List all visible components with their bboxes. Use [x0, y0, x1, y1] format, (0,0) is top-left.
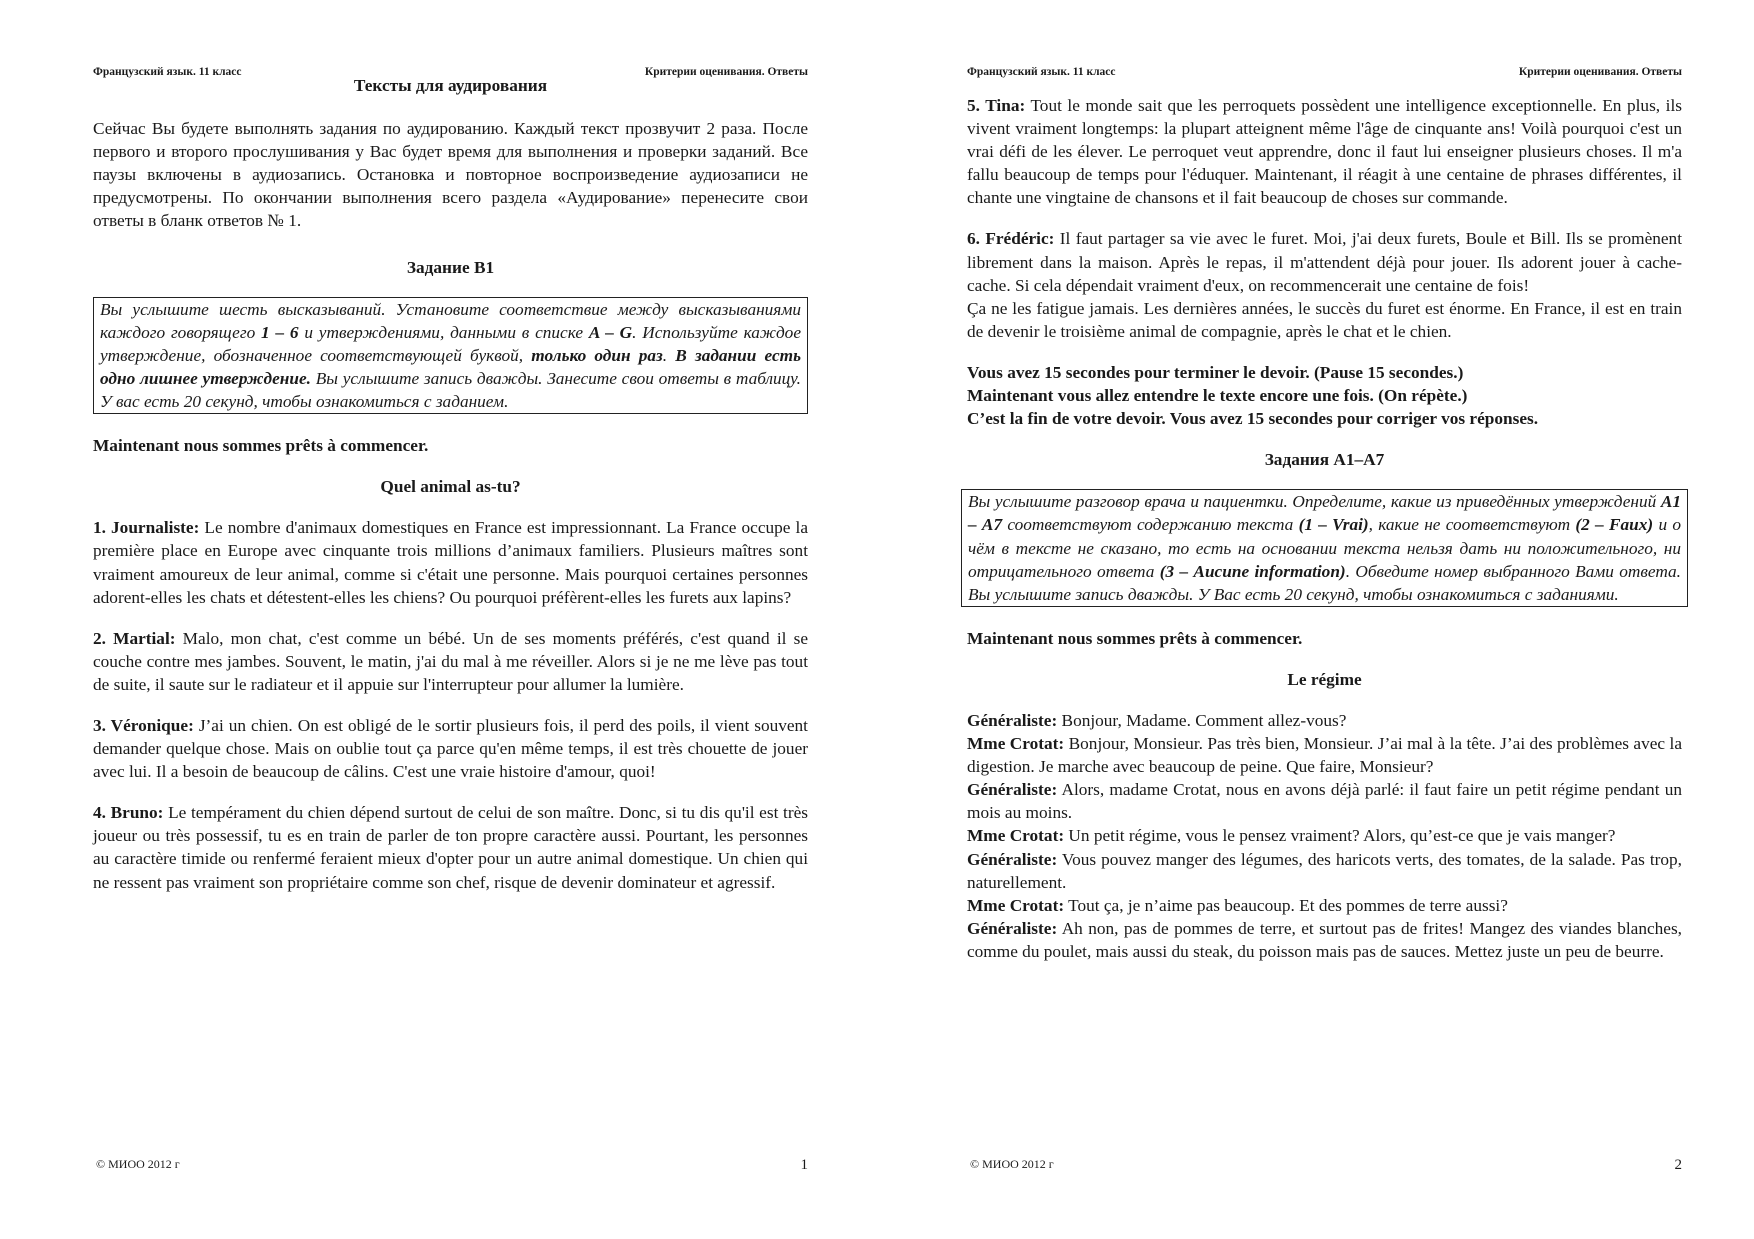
- dialogue-line: [967, 894, 1682, 917]
- copyright: © МИОО 2012 г: [970, 1157, 1054, 1171]
- instr-bold: (2 – Faux): [1575, 515, 1654, 535]
- instr-text: Вы услышите запись дважды. Занесите свои ответы в таблицу. У вас есть 20 секунд, чтобы ознакомиться с заданием.: [100, 368, 801, 412]
- instr-text: , какие не соответствуют: [1368, 515, 1576, 535]
- header-subject: Французский язык. 11 класс: [967, 66, 1116, 78]
- speaker-name: 6. Frédéric:: [967, 229, 1055, 249]
- speaker-text: Le tempérament du chien dépend surtout de celui de son maître. Donc, si tu dis qu'il est très joueur ou très possessif, tu es en train de parler de ton propre caractère aussi. Pourtant, les personnes au caractère timide ou renfermé feraient mieux d'opter pour un autre animal domestique. Un chien qui ne ressent pas vraiment son propriétaire comme son chef, risque de devenir dominateur et agressif.: [93, 803, 808, 892]
- dialogue-line: [967, 824, 1682, 847]
- header-section: Критерии оценивания. Ответы: [644, 66, 808, 78]
- intro-paragraph: Сейчас Вы будете выполнять задания по аудированию. Каждый текст прозвучит 2 раза. После первого и второго прослушивания у Вас будет время для выполнения и проверки заданий. Все паузы включены в аудиозапись. Остановка и повторное воспроизведение аудиозаписи не предусмотрены. По окончании выполнения всего раздела «Аудирование» перенесите свои ответы в бланк ответов № 1.: [93, 119, 808, 231]
- instr-bold: В задании есть одно лишнее утверждение.: [100, 345, 801, 388]
- task-instructions-box: [961, 489, 1688, 606]
- instr-bold: A – G: [588, 322, 633, 342]
- speaker-text: J’ai un chien. On est obligé de le sortir plusieurs fois, il perd des poils, il vient souvent demander quelque chose. Mais on oublie tout ça parce qu'en même temps, il est très chouette de jouer avec lui. Il a besoin de beaucoup de câlins. C'est une vraie histoire d'amour, quoi!: [93, 715, 808, 782]
- speaker-text: Malo, mon chat, c'est comme un bébé. Un de ses moments préférés, c'est quand il se couche contre mes jambes. Souvent, le matin, j'ai du mal à me réveiller. Alors si je ne me lève pas tout de suite, il saute sur le radiateur et il appuie sur l'interrupteur pour allumer la lumière.: [93, 628, 809, 694]
- closing-line: C’est la fin de votre devoir. Vous avez 15 secondes pour corriger vos réponses.: [967, 409, 1539, 429]
- start-line: Maintenant nous sommes prêts à commencer.: [93, 436, 429, 456]
- speaker-paragraph: [93, 714, 808, 783]
- speaker-paragraph: [93, 516, 808, 608]
- dialogue-line: [967, 917, 1682, 963]
- speaker-text: Ah non, pas de pommes de terre, et surtout pas de frites! Mangez des viandes blanches, comme du poulet, mais aussi du steak, du poisson mais pas de sauces. Mettez juste un peu de beurre.: [967, 918, 1682, 961]
- speaker-name: 1. Journaliste:: [93, 518, 200, 538]
- speaker-name: Généraliste:: [967, 849, 1058, 869]
- speaker-paragraph: [93, 801, 808, 893]
- speaker-paragraph: [93, 627, 808, 696]
- speaker-text: Vous pouvez manger des légumes, des haricots verts, des tomates, de la salade. Pas trop, naturellement.: [967, 849, 1682, 892]
- dialogue-line: [967, 709, 1682, 732]
- copyright: © МИОО 2012 г: [96, 1157, 180, 1171]
- speaker-text: Un petit régime, vous le pensez vraiment? Alors, qu’est-ce que je vais manger?: [1064, 826, 1616, 846]
- task-title: Задания А1–А7: [1264, 450, 1385, 470]
- page-title: Тексты для аудирования: [353, 76, 548, 95]
- speaker-paragraph: [967, 227, 1682, 296]
- speaker-text: Il faut partager sa vie avec le furet. Moi, j'ai deux furets, Boule et Bill. Ils se promènent librement dans la maison. Après le repas, il m'attendent déjà pour jouer. Ils adorent jouer à cache-cache. Si cela dépendait vraiment d'eux, on recommencerait une centaine de fois!: [967, 229, 1682, 295]
- task-title: Задание В1: [406, 257, 495, 277]
- speaker-text: Le nombre d'animaux domestiques en France est impressionnant. La France occupe la première place en Europe avec cinquante trois millions d’animaux familiers. Plusieurs maîtres sont vraiment amoureux de leur animal, comme si c'était une personne. Mais pourquoi certaines personnes adorent-elles les chats et détestent-elles les chiens? Ou pourquoi préfèrent-elles les furets aux lapins?: [93, 518, 808, 607]
- header-subject: Французский язык. 11 класс: [93, 66, 242, 78]
- speaker-name: 5. Tina:: [967, 96, 1026, 115]
- dialogue-line: [967, 732, 1682, 778]
- task-instructions-box: [93, 297, 808, 414]
- instr-bold: (1 – Vrai): [1298, 515, 1369, 535]
- instr-text: Вы услышите шесть высказываний. Установите соответствие между высказываниями каждого говорящего: [100, 299, 801, 342]
- instr-text: .: [662, 345, 676, 365]
- page-number: 1: [800, 1157, 808, 1173]
- speaker-name: Généraliste:: [967, 918, 1058, 938]
- speaker-text: Tout le monde sait que les perroquets possèdent une intelligence exceptionnelle. En plus, ils vivent vraiment longtemps: la plupart atteignent même l'âge de cinquante ans! Voilà pourquoi c'est un vrai défi de les élever. Le perroquet veut apprendre, donc il faut lui enseigner plusieurs choses. Il m'a fallu beaucoup de temps pour l'éduquer. Maintenant, il réagit à une centaine de phrases différentes, il chante une vingtaine de chansons et il fait beaucoup de choses sur commande.: [967, 96, 1682, 208]
- closing-line: Vous avez 15 secondes pour terminer le devoir. (Pause 15 secondes.): [967, 362, 1464, 382]
- speaker-name: Généraliste:: [967, 710, 1058, 730]
- speaker-text: Bonjour, Monsieur. Pas très bien, Monsieur. J’ai mal à la tête. J’ai des problèmes avec la digestion. Je marche avec beaucoup de peine. Que faire, Monsieur?: [967, 734, 1682, 777]
- speaker-text: Alors, madame Crotat, nous en avons déjà parlé: il faut faire un petit régime pendant un mois au moins.: [967, 780, 1682, 823]
- speaker-name: 2. Martial:: [93, 628, 176, 648]
- speaker-text: Bonjour, Madame. Comment allez-vous?: [1057, 710, 1347, 730]
- instr-text: и утверждениями, данными в списке: [298, 322, 589, 342]
- instr-text: соответствуют содержанию текста: [1002, 515, 1299, 535]
- speaker-name: Mme Crotat:: [967, 734, 1065, 754]
- instr-bold: А1 – А7: [968, 492, 1681, 535]
- instr-text: . Обведите номер выбранного Вами ответа. Вы услышите запись дважды. У Вас есть 20 секунд, чтобы ознакомиться с заданиями.: [968, 561, 1682, 604]
- page-2: [877, 0, 1754, 1239]
- page-number: 2: [1674, 1157, 1682, 1173]
- text-subtitle: Quel animal as-tu?: [380, 477, 521, 497]
- speaker-name: Mme Crotat:: [967, 826, 1065, 846]
- header-section: Критерии оценивания. Ответы: [1518, 66, 1682, 78]
- speaker-text: Tout ça, je n’aime pas beaucoup. Et des pommes de terre aussi?: [1064, 895, 1508, 915]
- page-1-content: [93, 74, 808, 894]
- start-line: Maintenant nous sommes prêts à commencer.: [967, 628, 1303, 648]
- closing-line: Maintenant vous allez entendre le texte encore une fois. (On répète.): [967, 386, 1468, 406]
- speaker-name: 3. Véronique:: [93, 715, 194, 735]
- instr-text: Вы услышите разговор врача и пациентки. Определите, какие из приведённых утверждений: [968, 492, 1661, 512]
- instr-bold: 1 – 6: [261, 322, 299, 342]
- speaker-paragraph: [967, 94, 1682, 209]
- instr-text: . Используйте каждое утверждение, обозначенное соответствующей буквой,: [100, 322, 801, 365]
- speaker-name: Mme Crotat:: [967, 895, 1065, 915]
- instr-text: и о чём в тексте не сказано, то есть на основании текста нельзя дать ни положительного, ни отрицательного ответа: [968, 515, 1681, 581]
- dialogue-line: [967, 778, 1682, 824]
- speaker-name: 4. Bruno:: [93, 803, 164, 823]
- page-2-content: [967, 94, 1682, 963]
- text-subtitle: Le régime: [1287, 669, 1362, 689]
- speaker-continuation: Ça ne les fatigue jamais. Les dernières années, le succès du furet est énorme. En France, il est en train de devenir le troisième animal de compagnie, après le chat et le chien.: [967, 298, 1682, 341]
- dialogue-line: [967, 848, 1682, 894]
- instr-bold: только один раз: [531, 345, 663, 365]
- speaker-name: Généraliste:: [967, 780, 1058, 800]
- instr-bold: (3 – Aucune information): [1159, 561, 1346, 581]
